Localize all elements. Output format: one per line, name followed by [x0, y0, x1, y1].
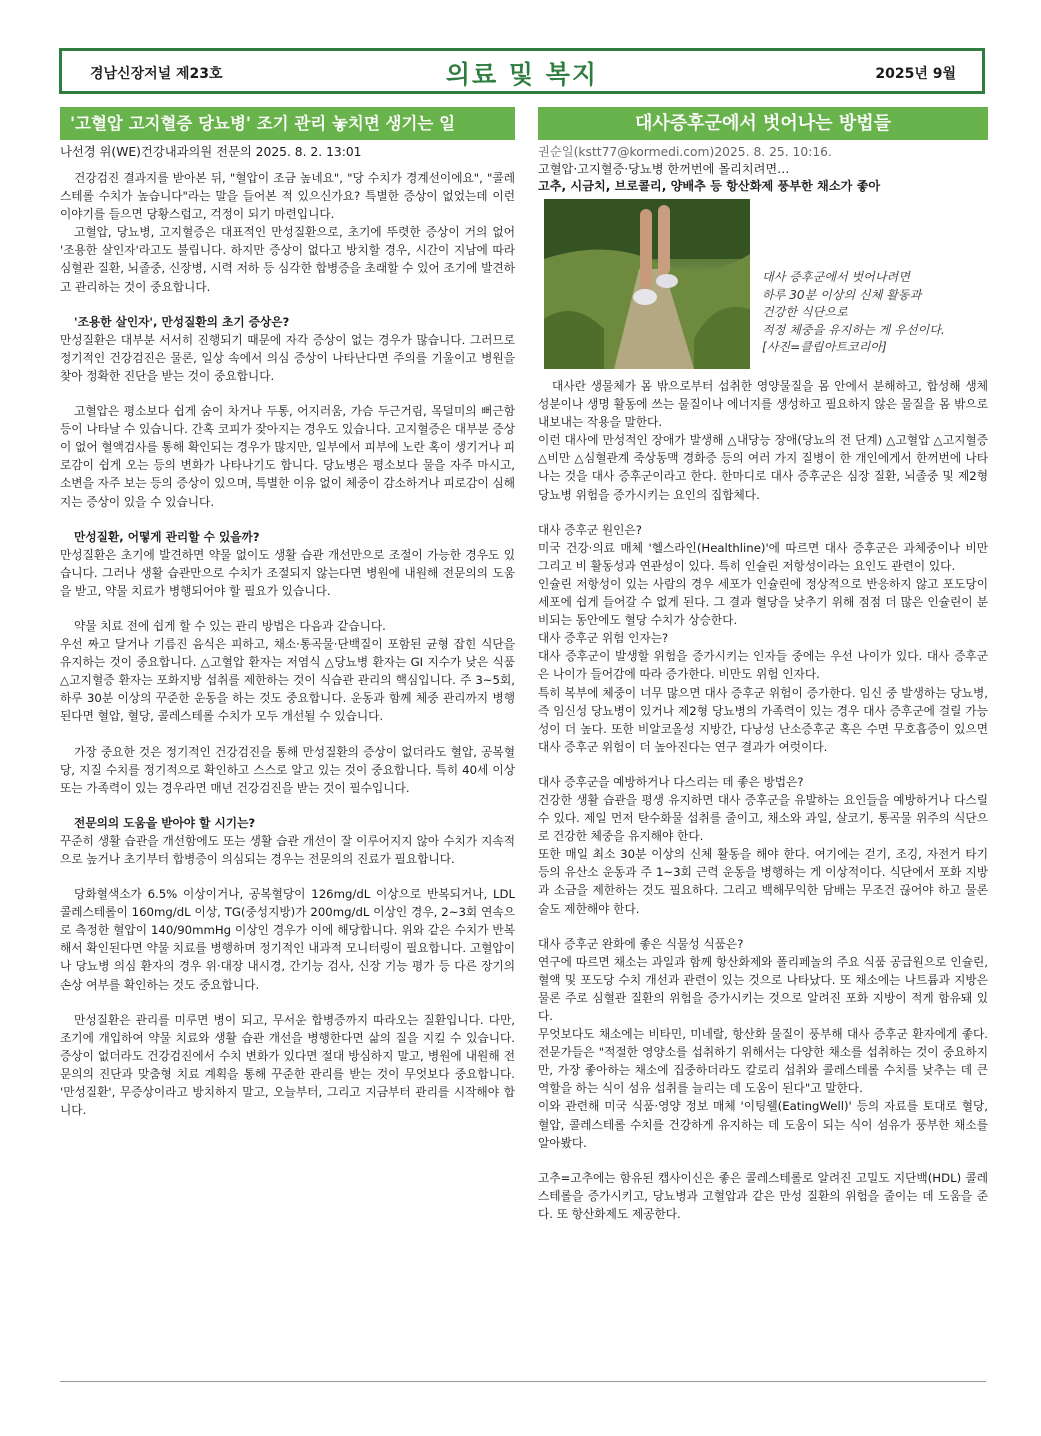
paragraph: 만성질환은 초기에 발견하면 약물 없이도 생활 습관 개선만으로 조절이 가능한 경우도 있습니다. 그러나 생활 습관만으로 수치가 조절되지 않는다면 병원에 내원해 전문의의 도움을 받고, 약물 치료가 병행되어야 할 필요가 있습니다.	[60, 547, 515, 598]
paragraph: 특히 복부에 체중이 너무 많으면 대사 증후군 위험이 증가한다. 임신 중 발생하는 당뇨병, 즉 임신성 당뇨병이 있거나 제2형 당뇨병의 가족력이 있는 경우 대사 증후군에 걸릴 가능성이 더 높다. 또한 비알코올성 지방간, 다낭성 난소증후군 혹은 수면 무호흡증이 있으면 대사 증후군 위험이 더 높아진다는 연구 결과가 여럿이다.	[538, 685, 988, 754]
page-header	[59, 48, 985, 94]
section-heading: 전문의의 도움을 받아야 할 시기는?	[74, 815, 256, 830]
section-title: 의료 및 복지	[445, 60, 599, 89]
photo-block	[538, 199, 988, 371]
section-heading: 대사 증후군을 예방하거나 다스리는 데 좋은 방법은?	[538, 774, 804, 789]
right-article	[538, 107, 988, 1223]
paragraph: 인슐린 저항성이 있는 사람의 경우 세포가 인슐린에 정상적으로 반응하지 않고 포도당이 세포에 쉽게 들어갈 수 없게 된다. 그 결과 혈당을 낮추기 위해 점점 더 많은 인슐린이 분비되는 동안에도 혈당 수치가 상승한다.	[538, 576, 988, 628]
left-article-title: '고혈압 고지혈증 당뇨병' 조기 관리 놓치면 생기는 일	[60, 107, 515, 140]
caption-line: 건강한 식단으로	[762, 305, 848, 319]
paragraph: 대사 증후군이 발생할 위험을 증가시키는 인자들 중에는 우선 나이가 있다. 대사 증후군은 나이가 들어감에 따라 증가한다. 비만도 위험 인자다.	[538, 649, 988, 682]
paragraph: 당화혈색소가 6.5% 이상이거나, 공복혈당이 126mg/dL 이상으로 반복되거나, LDL 콜레스테롤이 160mg/dL 이상, TG(중성지방)가 200mg/dL 이상인 경우, 2~3회 연속으로 측정한 혈압이 140/90mmHg 이상인 경우가 이에 해당합니다. 위와 같은 수치가 반복해서 확인된다면 약물 치료를 병행하며 정기적인 내과적 모니터링이 필요합니다. 고혈압이나 당뇨병 의심 환자의 경우 위·대장 내시경, 간기능 검사, 신장 기능 평가 등 다른 장기의 손상 여부를 확인하는 것도 중요합니다.	[60, 887, 515, 992]
paragraph: 이런 대사에 만성적인 장애가 발생해 △내당능 장애(당뇨의 전 단계) △고혈압 △고지혈증 △비만 △심혈관계 죽상동맥 경화증 등의 여러 가지 질병이 한 개인에게서 한꺼번에 나타나는 것을 대사 증후군이라고 한다. 한마디로 대사 증후군은 심장 질환, 뇌졸중 및 제2형 당뇨병 위험을 증가시키는 요인의 집합체다.	[538, 433, 989, 502]
paragraph: 우선 짜고 달거나 기름진 음식은 피하고, 채소·통곡물·단백질이 포함된 균형 잡힌 식단을 유지하는 것이 중요합니다. △고혈압 환자는 저염식 △당뇨병 환자는 GI 지수가 낮은 식품 △고지혈증 환자는 포화지방 섭취를 제한하는 것이 식습관 관리의 핵심입니다. 주 3~5회, 하루 30분 이상의 꾸준한 운동을 하는 것도 중요합니다. 운동과 함께 체중 관리까지 병행된다면 혈압, 혈당, 콜레스테롤 수치가 모두 개선될 수 있습니다.	[60, 637, 515, 724]
paragraph: 미국 건강·의료 매체 '헬스라인(Healthline)'에 따르면 대사 증후군은 과체중이나 비만 그리고 비 활동성과 연관성이 있다. 특히 인슐린 저항성이라는 요인도 관련이 있다.	[538, 540, 988, 573]
paragraph: 만성질환은 관리를 미루면 병이 되고, 무서운 합병증까지 따라오는 질환입니다. 다만, 조기에 개입하여 약물 치료와 생활 습관 개선을 병행한다면 삶의 질을 지킬 수 있습니다. 증상이 없더라도 건강검진에서 수치 변화가 있다면 절대 방심하지 말고, 병원에 내원해 전문의의 진단과 맞춤형 치료 계획을 통해 꾸준한 관리를 받는 것이 무엇보다 중요합니다. '만성질환', 무증상이라고 방치하지 말고, 오늘부터, 그리고 지금부터 관리를 시작해야 합니다.	[60, 1012, 515, 1118]
section-heading: 대사 증후군 원인은?	[538, 522, 642, 537]
paragraph: 만성질환은 대부분 서서히 진행되기 때문에 자각 증상이 없는 경우가 많습니다. 그러므로 정기적인 건강검진은 물론, 일상 속에서 의심 증상이 나타난다면 주의를 기울이고 병원을 찾아 정확한 진단을 받는 것이 중요합니다.	[60, 332, 515, 383]
paragraph: 고혈압은 평소보다 쉽게 숨이 차거나 두통, 어지러움, 가슴 두근거림, 목덜미의 뻐근함 등이 나타날 수 있습니다. 간혹 코피가 잦아지는 경우도 있습니다. 고지혈증은 대부분 증상이 없어 혈액검사를 통해 확인되는 경우가 많지만, 일부에서 피부에 노란 혹이 생기거나 피로감이 쉽게 오는 등의 변화가 나타나기도 합니다. 당뇨병은 평소보다 물을 자주 마시고, 소변을 자주 보는 등의 증상이 있으며, 특별한 이유 없이 체중이 감소하거나 피로감이 심해지는 증상이 있을 수 있습니다.	[60, 404, 515, 509]
paragraph: 꾸준히 생활 습관을 개선함에도 또는 생활 습관 개선이 잘 이루어지지 않아 수치가 지속적으로 높거나 초기부터 합병증이 의심되는 경우는 전문의의 진료가 필요합니다.	[60, 833, 515, 866]
section-heading: 대사 증후군 위험 인자는?	[538, 631, 669, 646]
photo-caption	[762, 269, 992, 357]
right-article-subtitle-2: 고추, 시금치, 브로콜리, 양배추 등 항산화제 풍부한 채소가 좋아	[538, 179, 881, 193]
left-article-byline: 나선경 위(WE)건강내과의원 전문의 2025. 8. 2. 13:01	[60, 145, 362, 159]
right-article-body	[538, 377, 988, 1223]
paragraph: 건강한 생활 습관을 평생 유지하면 대사 증후군을 유발하는 요인들을 예방하거나 다스릴 수 있다. 제일 먼저 탄수화물 섭취를 줄이고, 채소와 과일, 살코기, 통곡물 위주의 식단으로 건강한 체중을 유지해야 한다.	[538, 792, 988, 844]
paragraph: 대사란 생물체가 몸 밖으로부터 섭취한 영양물질을 몸 안에서 분해하고, 합성해 생체 성분이나 생명 활동에 쓰는 물질이나 에너지를 생성하고 필요하지 않은 물질을 몸 밖으로 내보내는 작용을 말한다.	[538, 379, 988, 430]
paragraph: 가장 중요한 것은 정기적인 건강검진을 통해 만성질환의 증상이 없더라도 혈압, 공복혈당, 지질 수치를 정기적으로 확인하고 스스로 알고 있는 것이 중요합니다. 특히 40세 이상 또는 가족력이 있는 경우라면 매년 건강검진을 받는 것이 필수입니다.	[60, 744, 515, 795]
section-heading: 만성질환, 어떻게 관리할 수 있을까?	[74, 529, 260, 544]
paragraph: 또한 매일 최소 30분 이상의 신체 활동을 해야 한다. 여기에는 걷기, 조깅, 자전거 타기 등의 유산소 운동과 주 1~3회 근력 운동을 병행하는 게 이상적이다. 식단에서 포화 지방과 소금을 제한하는 것도 필요하다. 그리고 백해무익한 담배는 무조건 끊어야 하고 물론 술도 제한해야 한다.	[538, 847, 988, 916]
caption-line: 적정 체중을 유지하는 게 우선이다.	[762, 322, 945, 337]
left-article-body	[60, 169, 515, 1119]
caption-line: 하루 30분 이상의 신체 활동과	[762, 287, 922, 302]
paragraph: 연구에 따르면 채소는 과일과 함께 항산화제와 폴리페놀의 주요 식품 공급원으로 인슐린, 혈액 및 포도당 수치 개선과 관련이 있는 것으로 나타났다. 또 채소에는 나트륨과 지방은 물론 주로 심혈관 질환의 위험을 증가시키는 것으로 알려진 포화 지방이 적게 함유돼 있다.	[538, 954, 988, 1023]
paragraph: 이와 관련해 미국 식품·영양 정보 매체 '이팅웰(EatingWell)' 등의 자료를 토대로 혈당, 혈압, 콜레스테롤 수치를 건강하게 유지하는 데 도움이 되는 식이 섬유가 풍부한 채소를 알아봤다.	[538, 1099, 988, 1150]
section-heading: 대사 증후군 완화에 좋은 식물성 식품은?	[538, 936, 744, 951]
left-article	[60, 107, 515, 1119]
paragraph: 무엇보다도 채소에는 비타민, 미네랄, 항산화 물질이 풍부해 대사 증후군 환자에게 좋다. 전문가들은 "적절한 영양소를 섭취하기 위해서는 다양한 채소를 섭취하는 것이 중요하지만, 가장 좋아하는 채소에 집중하더라도 칼로리 섭취와 콜레스테롤 수치를 낮추는 데 큰 역할을 하는 식이 섬유 섭취를 늘리는 데 도움이 된다"고 말한다.	[538, 1027, 988, 1096]
publication-name: 경남신장저널 제23호	[90, 66, 223, 82]
caption-line: 대사 증후군에서 벗어나려면	[762, 270, 910, 284]
walking-legs-photo	[544, 199, 750, 369]
footer-divider	[60, 1381, 986, 1382]
paragraph: 고혈압, 당뇨병, 고지혈증은 대표적인 만성질환으로, 초기에 뚜렷한 증상이 거의 없어 '조용한 살인자'라고도 불립니다. 하지만 증상이 없다고 방치할 경우, 시간이 지남에 따라 심혈관 질환, 뇌졸중, 신장병, 시력 저하 등 심각한 합병증을 초래할 수 있어 조기에 발견하고 관리하는 것이 중요합니다.	[60, 225, 515, 294]
right-article-subtitle: 고혈압·고지혈증·당뇨병 한꺼번에 몰리치려면…	[538, 162, 790, 176]
issue-date: 2025년 9월	[875, 66, 956, 82]
paragraph: 건강검진 결과지를 받아본 뒤, "혈압이 조금 높네요", "당 수치가 경계선이에요", "콜레스테롤 수치가 높습니다"라는 말을 들어본 적 있으신가요? 특별한 증상이 없었는데 이런 이야기를 들으면 당황스럽고, 걱정이 되기 마련입니다.	[60, 171, 515, 222]
paragraph: 고추=고추에는 함유된 캡사이신은 좋은 콜레스테롤로 알려진 고밀도 지단백(HDL) 콜레스테롤을 증가시키고, 당뇨병과 고혈압과 같은 만성 질환의 위험을 줄이는 데 도움을 준다. 또 항산화제도 제공한다.	[538, 1170, 988, 1221]
section-heading: '조용한 살인자', 만성질환의 초기 증상은?	[74, 314, 290, 329]
right-article-byline: 권순일(kstt77@kormedi.com)2025. 8. 25. 10:16.	[538, 145, 832, 159]
caption-line: [사진=클립아트코리아]	[762, 340, 887, 354]
right-article-title: 대사증후군에서 벗어나는 방법들	[538, 107, 988, 140]
paragraph: 약물 치료 전에 쉽게 할 수 있는 관리 방법은 다음과 같습니다.	[74, 618, 386, 633]
